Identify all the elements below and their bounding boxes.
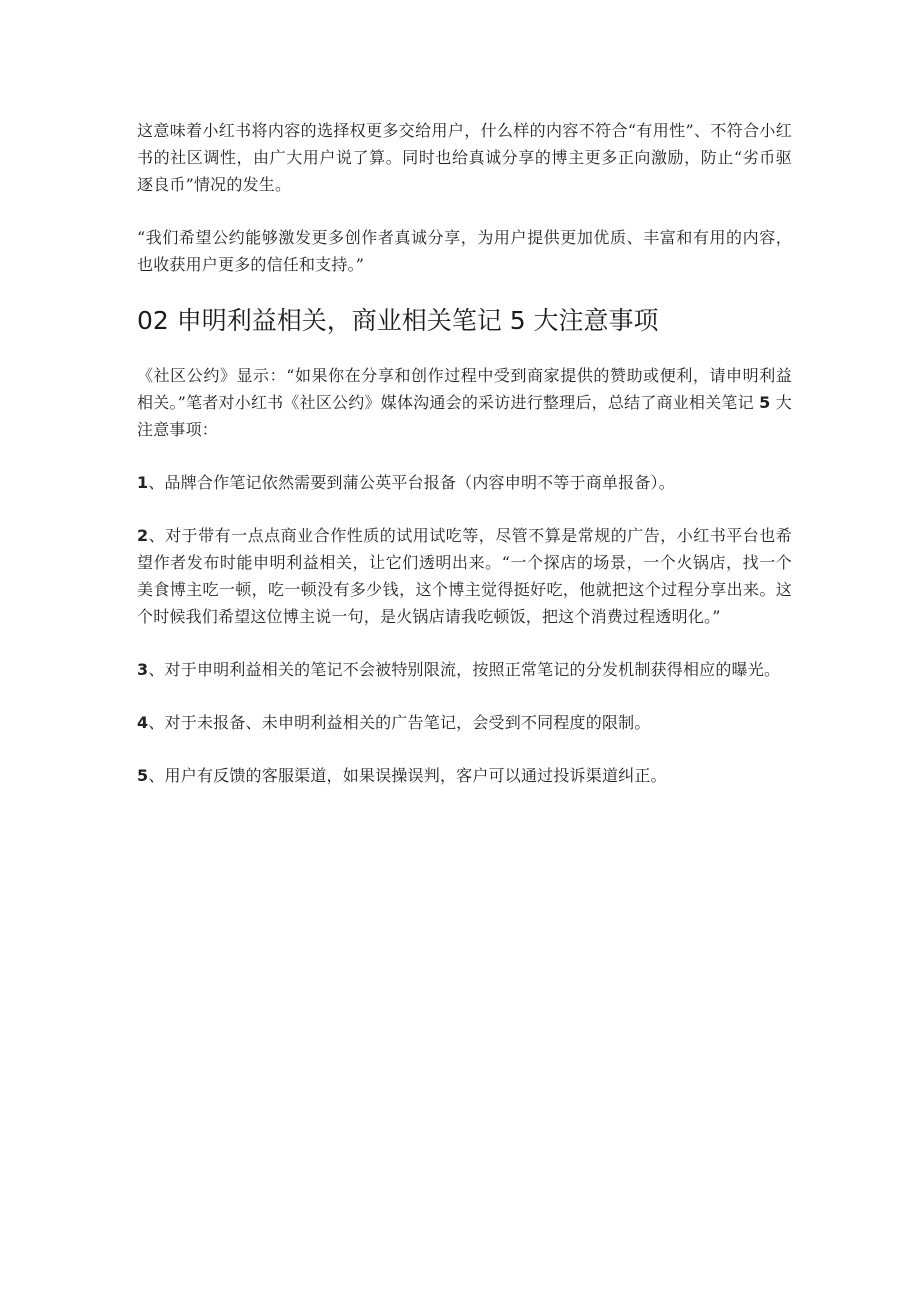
- document-body: [137, 117, 792, 815]
- list-item-number: 5: [137, 766, 149, 785]
- list-item-1: [137, 469, 792, 496]
- list-item-2: [137, 522, 792, 630]
- paragraph-intro: [137, 362, 792, 443]
- list-item-number: 1: [137, 473, 149, 492]
- intro-text-before: 《社区公约》显示：“如果你在分享和创作过程中受到商家提供的赞助或便利，请申明利益相关。”笔者对小红书《社区公约》媒体沟通会的采访进行整理后，总结了商业相关笔记: [137, 366, 792, 412]
- intro-bold-number: 5: [759, 393, 771, 412]
- list-item-text: 、品牌合作笔记依然需要到蒲公英平台报备（内容申明不等于商单报备）。: [148, 473, 675, 492]
- list-item-4: [137, 709, 792, 736]
- list-item-5: [137, 762, 792, 789]
- list-item-number: 3: [137, 660, 149, 679]
- list-item-number: 2: [137, 526, 149, 545]
- list-item-number: 4: [137, 713, 149, 732]
- list-item-3: [137, 656, 792, 683]
- list-item-text: 、用户有反馈的客服渠道，如果误操误判，客户可以通过投诉渠道纠正。: [148, 766, 667, 785]
- list-item-text: 、对于带有一点点商业合作性质的试用试吃等，尽管不算是常规的广告，小红书平台也希望作者发布时能申明利益相关，让它们透明出来。“一个探店的场景，一个火锅店，找一个美食博主吃一顿，吃一顿没有多少钱，这个博主觉得挺好吃，他就把这个过程分享出来。这个时候我们希望这位博主说一句，是火锅店请我吃顿饭，把这个消费过程透明化。”: [137, 526, 792, 626]
- section-heading: 02 申明利益相关，商业相关笔记 5 大注意事项: [137, 306, 659, 335]
- list-item-text: 、对于未报备、未申明利益相关的广告笔记，会受到不同程度的限制。: [148, 713, 651, 732]
- paragraph-user-choice: 这意味着小红书将内容的选择权更多交给用户，什么样的内容不符合“有用性”、不符合小红书的社区调性，由广大用户说了算。同时也给真诚分享的博主更多正向激励，防止“劣币驱逐良币”情况的发生。: [137, 121, 792, 194]
- intro-text-after: 大注意事项：: [137, 393, 792, 439]
- paragraph-quote: “我们希望公约能够激发更多创作者真诚分享，为用户提供更加优质、丰富和有用的内容，也收获用户更多的信任和支持。”: [137, 228, 792, 274]
- list-item-text: 、对于申明利益相关的笔记不会被特别限流，按照正常笔记的分发机制获得相应的曝光。: [148, 660, 781, 679]
